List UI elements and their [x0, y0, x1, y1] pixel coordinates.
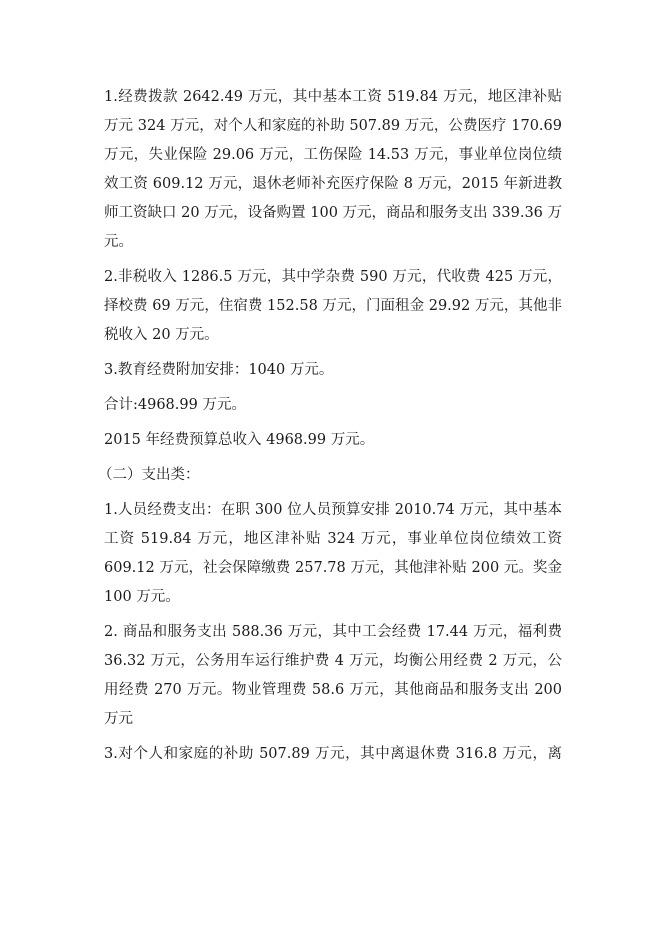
text-line: 2.非税收入 1286.5 万元，其中学杂费 590 万元，代收费 425 万元，: [104, 269, 562, 285]
section-heading-expenditure: [98, 461, 562, 490]
text-line: 效工资 609.12 万元，退休老师补充医疗保险 8 万元，2015 年新进教: [104, 176, 562, 192]
text-line: 3.教育经费附加安排：1040 万元。: [104, 362, 334, 378]
paragraph-total: [104, 391, 562, 420]
paragraph-education-surcharge: [104, 356, 562, 385]
text-line: 万元，失业保险 29.06 万元，工伤保险 14.53 万元，事业单位岗位绩: [104, 147, 562, 163]
text-line: 100 万元。: [104, 589, 180, 605]
text-line: 3.对个人和家庭的补助 507.89 万元，其中离退休费 316.8 万元，离: [104, 746, 562, 762]
paragraph-goods-services-expenditure: [104, 618, 562, 734]
text-line: 万元 324 万元，对个人和家庭的补助 507.89 万元，公费医疗 170.69: [104, 118, 562, 134]
text-line: 36.32 万元，公务用车运行维护费 4 万元，均衡公用经费 2 万元，公: [104, 653, 562, 669]
document-body: [98, 83, 563, 775]
text-line: 1.经费拨款 2642.49 万元，其中基本工资 519.84 万元，地区津补贴: [104, 89, 562, 105]
text-line: 择校费 69 万元，住宿费 152.58 万元，门面租金 29.92 万元，其他非: [104, 298, 562, 314]
text-line: 1.人员经费支出：在职 300 位人员预算安排 2010.74 万元，其中基本: [104, 502, 562, 518]
paragraph-personnel-expenditure: [104, 496, 562, 612]
paragraph-total-budget-income: [104, 426, 562, 455]
text-line: 工资 519.84 万元，地区津补贴 324 万元，事业单位岗位绩效工资: [104, 531, 562, 547]
paragraph-funding-allocation: [104, 83, 562, 257]
paragraph-non-tax-income: [104, 263, 562, 350]
text-line: 2. 商品和服务支出 588.36 万元，其中工会经费 17.44 万元，福利费: [104, 624, 562, 640]
text-line: 609.12 万元，社会保障缴费 257.78 万元，其他津补贴 200 元。奖金: [104, 560, 562, 576]
text-line: 合计:4968.99 万元。: [104, 397, 246, 413]
text-line: 2015 年经费预算总收入 4968.99 万元。: [104, 432, 375, 448]
text-line: （二）支出类：: [98, 467, 200, 483]
text-line: 万元: [104, 711, 133, 727]
text-line: 用经费 270 万元。物业管理费 58.6 万元，其他商品和服务支出 200: [104, 682, 562, 698]
text-line: 税收入 20 万元。: [104, 327, 219, 343]
text-line: 师工资缺口 20 万元，设备购置 100 万元，商品和服务支出 339.36 万: [104, 205, 563, 221]
paragraph-household-subsidy: [104, 740, 562, 769]
text-line: 元。: [104, 234, 133, 250]
